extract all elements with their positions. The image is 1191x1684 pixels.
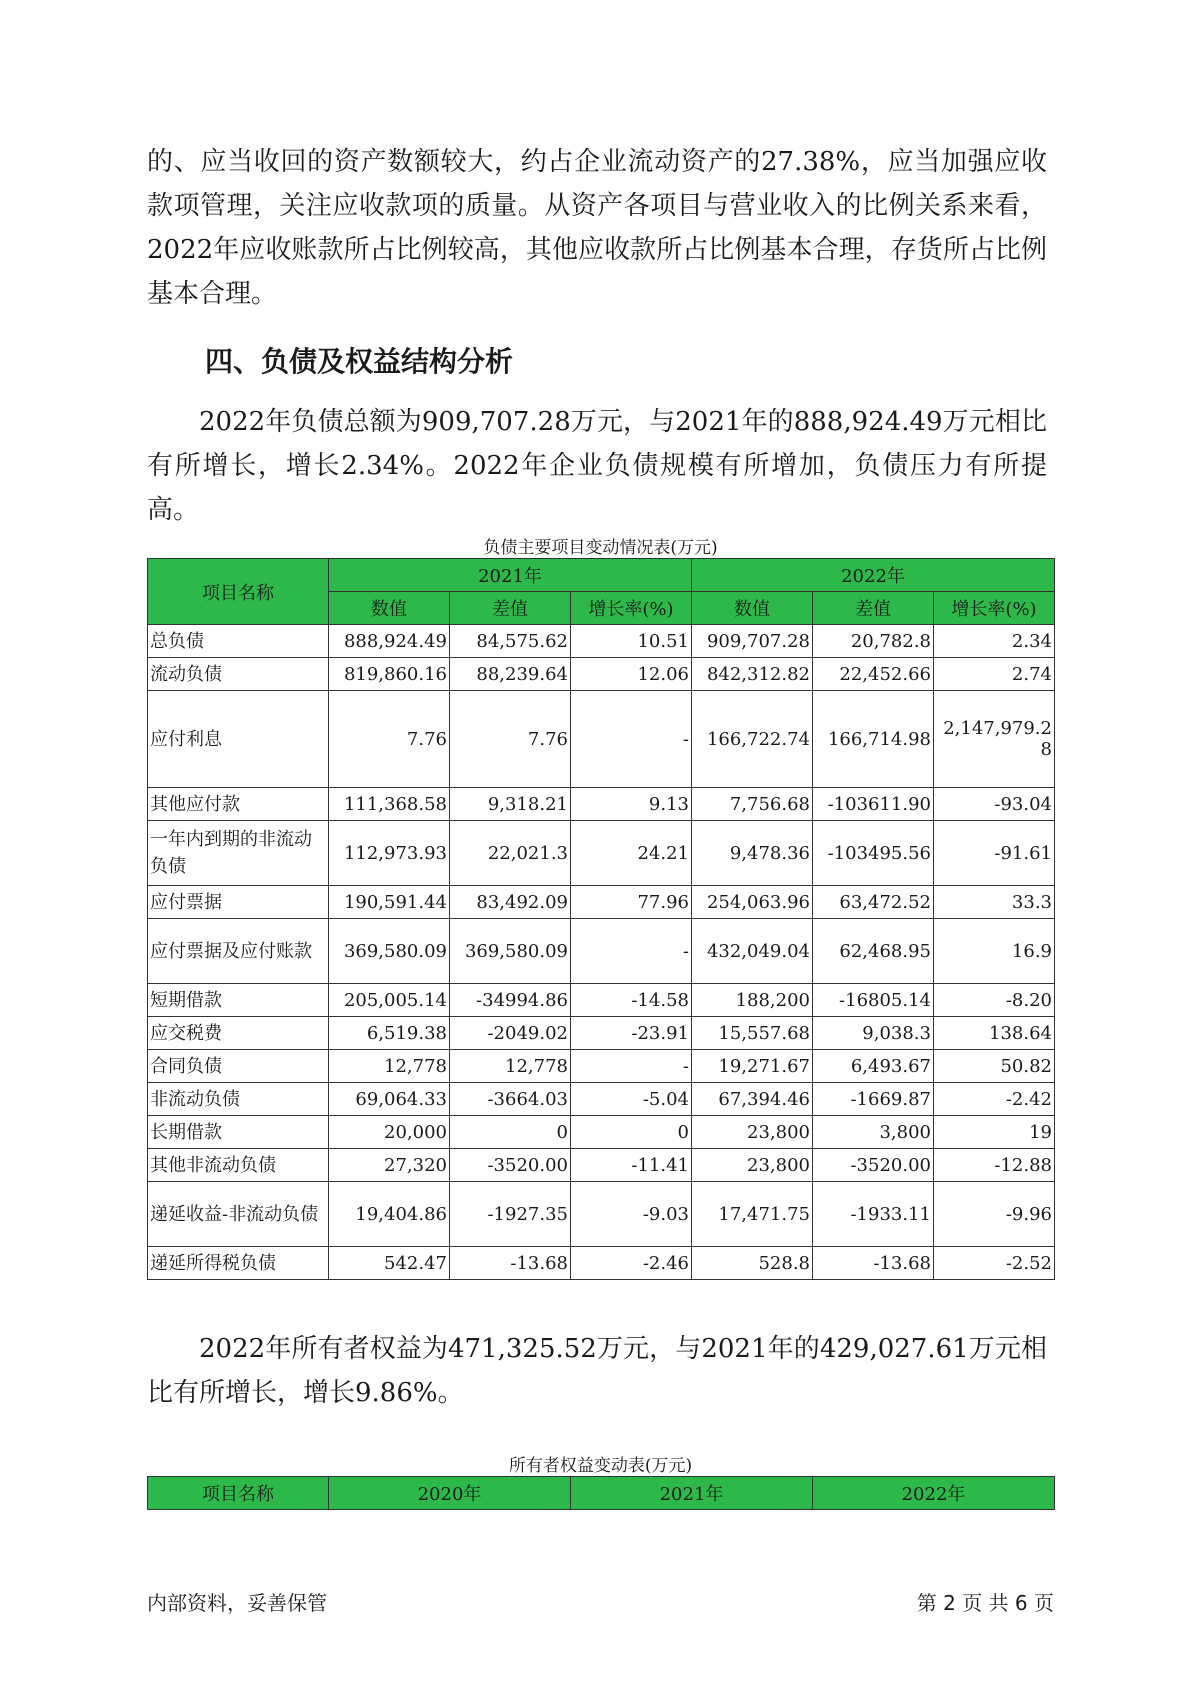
value-2022: 254,063.96 [692,886,813,919]
row-name: 应付利息 [148,691,329,788]
diff-2022: -16805.14 [813,984,934,1017]
rate-2022: 16.9 [934,919,1055,984]
equity-table-caption: 所有者权益变动表(万元) [508,1456,693,1476]
header-rate-2021: 增长率(%) [571,592,692,625]
diff-2021: -34994.86 [450,984,571,1017]
diff-2022: -103495.56 [813,821,934,886]
table-row [148,821,1055,886]
header-rate-2022: 增长率(%) [934,592,1055,625]
diff-2022: 62,468.95 [813,919,934,984]
liability-table [147,558,1055,1280]
liability-table-caption: 负债主要项目变动情况表(万元) [483,538,718,558]
rate-2022: -2.52 [934,1247,1055,1280]
rate-2022: 2,147,979.28 [934,691,1055,788]
row-name: 总负债 [148,625,329,658]
table-row [148,1116,1055,1149]
row-name: 长期借款 [148,1116,329,1149]
table-row [148,984,1055,1017]
rate-2022: 19 [934,1116,1055,1149]
section-heading: 四、负债及权益结构分析 [205,345,514,378]
diff-2021: 9,318.21 [450,788,571,821]
value-2022: 528.8 [692,1247,813,1280]
row-name: 递延所得税负债 [148,1247,329,1280]
header-value-2022: 数值 [692,592,813,625]
rate-2021: 12.06 [571,658,692,691]
diff-2021: -13.68 [450,1247,571,1280]
row-name: 一年内到期的非流动负债 [148,821,329,886]
diff-2022: -13.68 [813,1247,934,1280]
header-year-2021: 2021年 [329,559,692,592]
value-2022: 23,800 [692,1116,813,1149]
value-2021: 205,005.14 [329,984,450,1017]
value-2021: 27,320 [329,1149,450,1182]
table-row [148,788,1055,821]
row-name: 应付票据 [148,886,329,919]
rate-2022: 50.82 [934,1050,1055,1083]
value-2022: 188,200 [692,984,813,1017]
diff-2021: -2049.02 [450,1017,571,1050]
diff-2022: -3520.00 [813,1149,934,1182]
value-2022: 19,271.67 [692,1050,813,1083]
diff-2021: 369,580.09 [450,919,571,984]
diff-2021: 84,575.62 [450,625,571,658]
diff-2022: 63,472.52 [813,886,934,919]
diff-2021: 22,021.3 [450,821,571,886]
value-2021: 111,368.58 [329,788,450,821]
row-name: 合同负债 [148,1050,329,1083]
equity-paragraph: 2022年所有者权益为471,325.52万元，与2021年的429,027.61万元相比有所增长，增长9.86%。 [147,1334,1047,1408]
table-row [148,1182,1055,1247]
diff-2021: -3520.00 [450,1149,571,1182]
value-2022: 432,049.04 [692,919,813,984]
value-2021: 112,973.93 [329,821,450,886]
rate-2021: 24.21 [571,821,692,886]
diff-2022: 166,714.98 [813,691,934,788]
diff-2022: -1669.87 [813,1083,934,1116]
table-row [148,658,1055,691]
value-2021: 888,924.49 [329,625,450,658]
value-2021: 20,000 [329,1116,450,1149]
value-2022: 9,478.36 [692,821,813,886]
rate-2022: -93.04 [934,788,1055,821]
row-name: 非流动负债 [148,1083,329,1116]
header-year-2021: 2021年 [571,1477,813,1510]
header-item-name: 项目名称 [148,1477,329,1510]
header-year-2022: 2022年 [692,559,1055,592]
rate-2021: - [571,691,692,788]
value-2021: 7.76 [329,691,450,788]
table-row [148,1247,1055,1280]
rate-2022: -12.88 [934,1149,1055,1182]
rate-2022: -9.96 [934,1182,1055,1247]
rate-2021: -14.58 [571,984,692,1017]
value-2022: 166,722.74 [692,691,813,788]
header-diff-2022: 差值 [813,592,934,625]
row-name: 短期借款 [148,984,329,1017]
diff-2021: -1927.35 [450,1182,571,1247]
liability-paragraph: 2022年负债总额为909,707.28万元，与2021年的888,924.49万元相比有所增长，增长2.34%。2022年企业负债规模有所增加，负债压力有所提高。 [147,407,1047,525]
equity-table [147,1476,1055,1510]
rate-2021: 77.96 [571,886,692,919]
rate-2022: 33.3 [934,886,1055,919]
header-value-2021: 数值 [329,592,450,625]
row-name: 其他非流动负债 [148,1149,329,1182]
value-2021: 6,519.38 [329,1017,450,1050]
value-2021: 69,064.33 [329,1083,450,1116]
table-row [148,1050,1055,1083]
table-row [148,886,1055,919]
value-2022: 909,707.28 [692,625,813,658]
value-2022: 842,312.82 [692,658,813,691]
footer-confidential-note: 内部资料，妥善保管 [147,1591,327,1615]
diff-2021: 83,492.09 [450,886,571,919]
diff-2022: 22,452.66 [813,658,934,691]
row-name: 应交税费 [148,1017,329,1050]
footer-page-number: 第 2 页 共 6 页 [916,1591,1054,1615]
header-item-name: 项目名称 [148,559,329,625]
header-diff-2021: 差值 [450,592,571,625]
rate-2022: 2.74 [934,658,1055,691]
row-name: 流动负债 [148,658,329,691]
diff-2022: 3,800 [813,1116,934,1149]
rate-2021: - [571,1050,692,1083]
value-2021: 12,778 [329,1050,450,1083]
diff-2022: 6,493.67 [813,1050,934,1083]
row-name: 应付票据及应付账款 [148,919,329,984]
value-2022: 23,800 [692,1149,813,1182]
rate-2022: 138.64 [934,1017,1055,1050]
value-2021: 819,860.16 [329,658,450,691]
rate-2022: 2.34 [934,625,1055,658]
value-2021: 369,580.09 [329,919,450,984]
diff-2022: 20,782.8 [813,625,934,658]
table-row [148,1083,1055,1116]
rate-2022: -8.20 [934,984,1055,1017]
header-year-2022: 2022年 [813,1477,1055,1510]
row-name: 递延收益-非流动负债 [148,1182,329,1247]
value-2021: 190,591.44 [329,886,450,919]
value-2022: 15,557.68 [692,1017,813,1050]
value-2021: 19,404.86 [329,1182,450,1247]
value-2022: 67,394.46 [692,1083,813,1116]
table-row [148,1149,1055,1182]
rate-2021: -9.03 [571,1182,692,1247]
header-year-2020: 2020年 [329,1477,571,1510]
table-row [148,1017,1055,1050]
intro-paragraph: 的、应当收回的资产数额较大，约占企业流动资产的27.38%，应当加强应收款项管理，关注应收款项的质量。从资产各项目与营业收入的比例关系来看，2022年应收账款所占比例较高，其他应收款所占比例基本合理，存货所占比例基本合理。 [147,147,1047,309]
diff-2022: -1933.11 [813,1182,934,1247]
value-2022: 17,471.75 [692,1182,813,1247]
rate-2021: 0 [571,1116,692,1149]
diff-2021: 88,239.64 [450,658,571,691]
value-2022: 7,756.68 [692,788,813,821]
rate-2021: 9.13 [571,788,692,821]
diff-2022: 9,038.3 [813,1017,934,1050]
table-row [148,625,1055,658]
table-row [148,919,1055,984]
row-name: 其他应付款 [148,788,329,821]
value-2021: 542.47 [329,1247,450,1280]
rate-2021: -2.46 [571,1247,692,1280]
rate-2022: -2.42 [934,1083,1055,1116]
diff-2021: 0 [450,1116,571,1149]
rate-2021: -23.91 [571,1017,692,1050]
rate-2021: -11.41 [571,1149,692,1182]
table-row [148,691,1055,788]
rate-2021: 10.51 [571,625,692,658]
diff-2022: -103611.90 [813,788,934,821]
rate-2021: - [571,919,692,984]
diff-2021: 12,778 [450,1050,571,1083]
diff-2021: -3664.03 [450,1083,571,1116]
diff-2021: 7.76 [450,691,571,788]
rate-2022: -91.61 [934,821,1055,886]
rate-2021: -5.04 [571,1083,692,1116]
